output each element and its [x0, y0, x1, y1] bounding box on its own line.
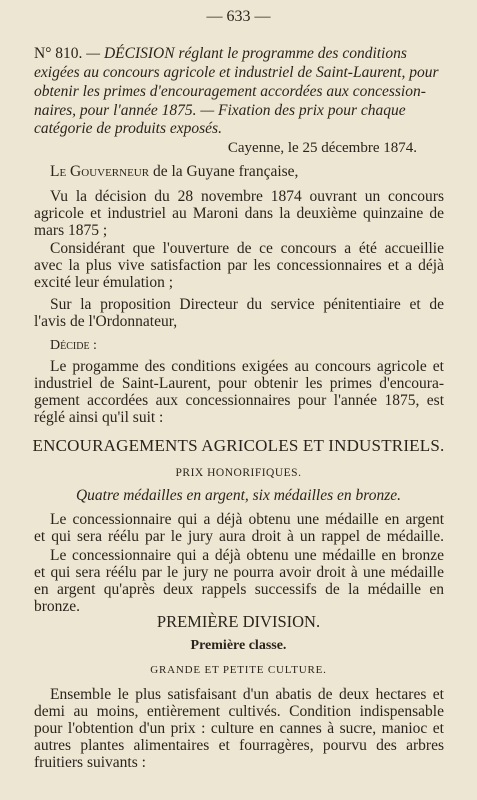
proposition-line: l'avis de l'Ordonnateur, — [34, 313, 178, 330]
decision-line: obtenir les primes d'encouragement accordées aux concession- — [34, 83, 426, 100]
decision-line: catégorie de produits exposés. — [34, 120, 222, 137]
vu-line: mars 1875 ; — [34, 222, 108, 239]
date-line: Cayenne, le 25 décembre 1874. — [227, 140, 417, 156]
vu-line: Vu la décision du 28 novembre 1874 ouvrant un concours — [50, 188, 444, 205]
heading-grande-petite-culture: GRANDE ET PETITE CULTURE. — [150, 664, 327, 676]
page-number: — 633 — — [206, 8, 271, 25]
decision-line: exigées au concours agricole et industriel de Saint-Laurent, pour — [34, 64, 439, 81]
proposition-line: Sur la proposition Directeur du service pénitentiaire et de — [50, 296, 444, 313]
bronze-line: bronze. — [34, 598, 81, 615]
considerant-line: excité leur émulation ; — [34, 274, 174, 291]
bronze-line: et qui sera réélu par le jury ne pourra avoir droit à une médaille — [34, 564, 444, 581]
decision-line: naires, pour l'année 1875. — Fixation des prix pour chaque — [34, 102, 406, 119]
programme-line: gement accordées aux concessionnaires pour l'année 1875, est — [34, 392, 444, 409]
decision-title-word: DÉCISION — [103, 45, 175, 62]
ensemble-line: demi au moins, entièrement cultivés. Condition indispensable — [34, 703, 444, 720]
bronze-line: Le concessionnaire qui a déjà obtenu une médaille en bronze — [50, 547, 444, 564]
decision-heading-line-1 — [34, 45, 407, 63]
heading-premiere-division: PREMIÈRE DIVISION. — [156, 612, 321, 631]
heading-premiere-classe: Première classe. — [190, 638, 287, 653]
programme-line: Le progamme des conditions exigées au concours agricole et — [50, 358, 444, 375]
heading-encouragements: ENCOURAGEMENTS AGRICOLES ET INDUSTRIELS. — [32, 436, 445, 455]
programme-line: industriel de Saint-Laurent, pour obtenir les primes d'encoura- — [34, 375, 444, 392]
decide-label: Décide : — [50, 338, 97, 353]
programme-line: réglé ainsi qu'il suit : — [34, 409, 164, 426]
vu-line: agricole et industriel au Maroni dans la deuxième quinzaine de — [34, 205, 444, 222]
bronze-line: en argent qu'après deux rappels successifs de la médaille en — [34, 581, 444, 598]
ensemble-line: autres plantes alimentaires et fourragères, pourvu des arbres — [34, 737, 444, 754]
decision-number: N° 810. — [34, 45, 83, 62]
considerant-line: avec la plus vive satisfaction par les concessionnaires et a déjà — [34, 257, 444, 274]
heading-prix-honorifiques: PRIX HONORIFIQUES. — [175, 467, 302, 479]
decision-line: réglant le programme des conditions — [178, 45, 407, 62]
governor-line — [50, 163, 460, 180]
considerant-line: Considérant que l'ouverture de ce concours a été accueillie — [50, 240, 444, 257]
ensemble-line: pour l'obtention d'un prix : culture en cannes à sucre, manioc et — [34, 720, 444, 737]
governor-title: Le Gouverneur — [50, 163, 150, 180]
medailles-line: Quatre médailles en argent, six médailles en bronze. — [75, 487, 401, 504]
decision-dash: — — [86, 45, 101, 62]
ensemble-line: Ensemble le plus satisfaisant d'un abatis de deux hectares et — [50, 686, 444, 703]
ensemble-line: fruitiers suivants : — [34, 754, 146, 771]
governor-rest: de la Guyane française, — [149, 163, 299, 180]
argent-line: et qui sera réélu par le jury aura droit à un rappel de médaille. — [34, 528, 444, 545]
argent-line: Le concessionnaire qui a déjà obtenu une médaille en argent — [50, 511, 444, 528]
